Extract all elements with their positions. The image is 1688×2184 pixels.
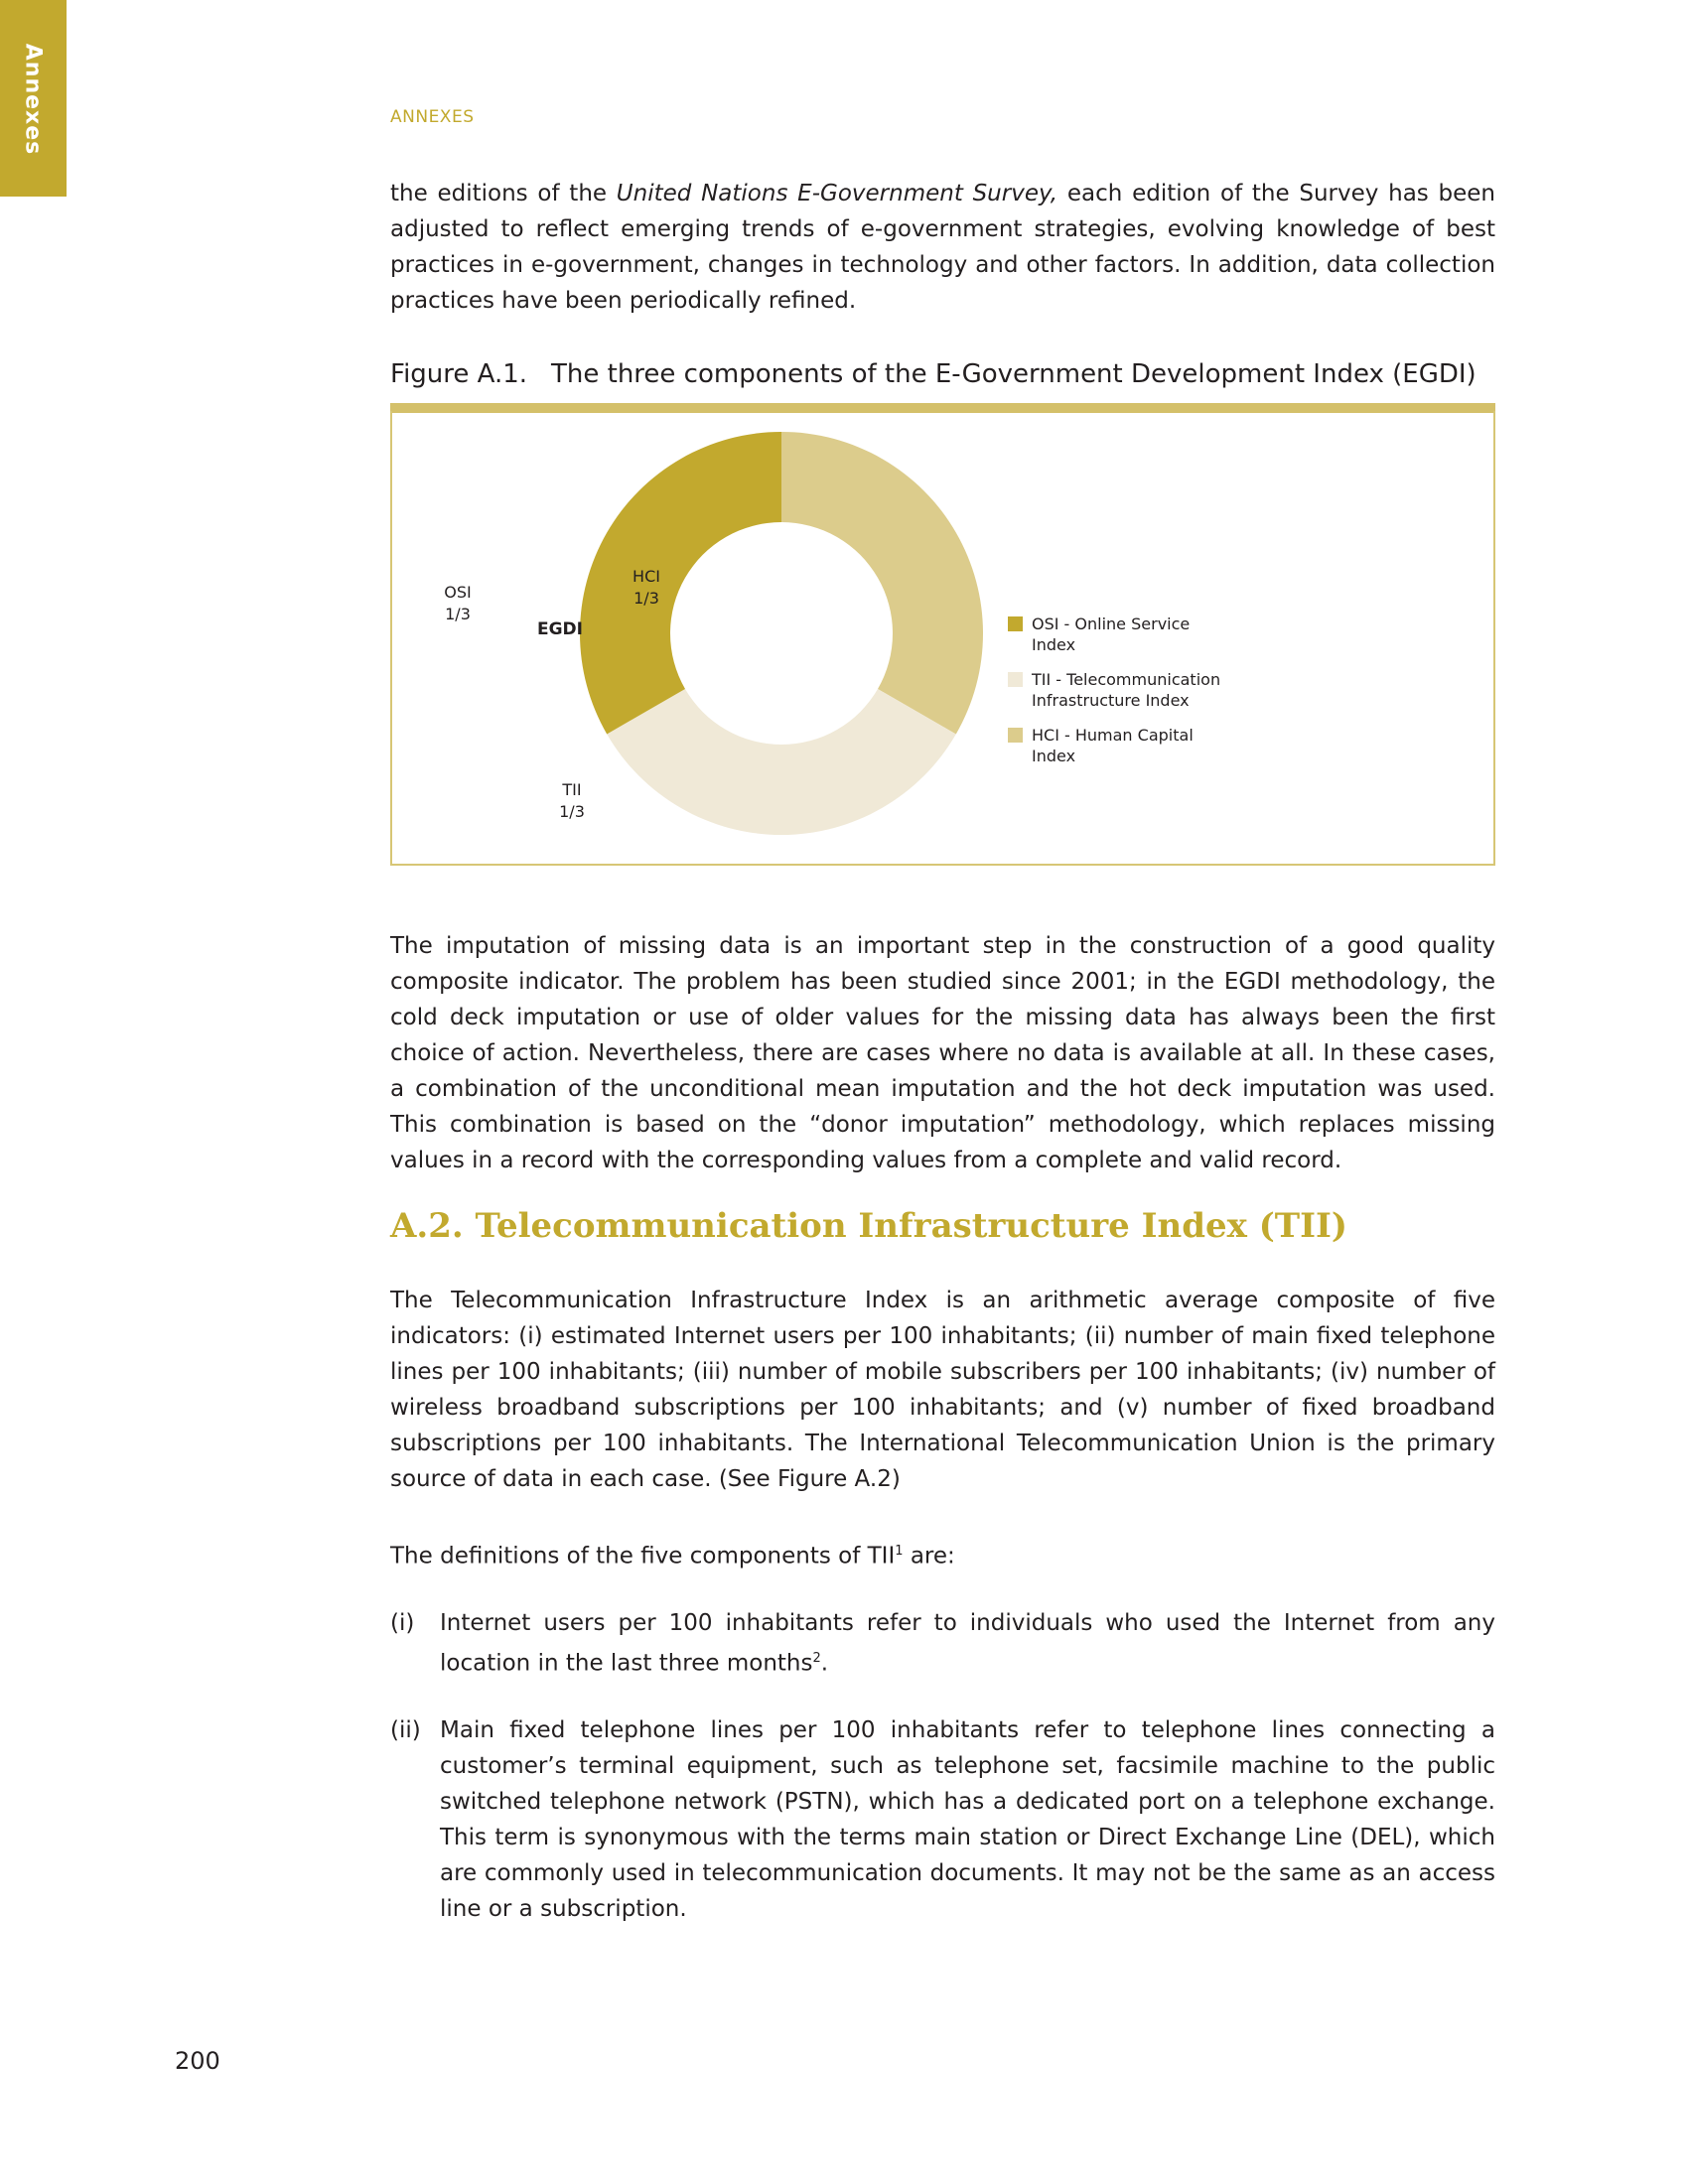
slice-label-tii [542,779,602,823]
figure-caption [390,359,1477,389]
donut-slice-tii [607,689,956,835]
slice-label-hci [617,566,676,610]
legend-item-osi [1008,614,1236,655]
section-heading-tii: A.2. Telecommunication Infrastructure Index (TII) [390,1206,1348,1246]
legend-swatch-tii [1008,672,1023,687]
osi-value: 1/3 [445,605,471,623]
footnote-ref-1: 1 [895,1544,904,1559]
tii-value: 1/3 [559,802,585,821]
legend-text-tii: TII - Telecommunication Infrastructure Index [1032,670,1221,710]
donut-slice-hci [781,432,983,735]
list-item [390,1605,1495,1682]
list-item-text [440,1605,1495,1682]
list-item-text [440,1712,1495,1927]
list-item-end: . [820,1650,829,1677]
intro-text-end: each edition of the Survey has been adjusted to reflect emerging trends of e-government strategies, evolving knowledge of best practices in e-government, changes in technology and other factors. In addition, data collection practices have been periodically refined. [390,181,1495,314]
definitions-intro-text: The definitions of the five components of TII [390,1543,896,1570]
intro-paragraph [390,176,1495,319]
hci-value: 1/3 [633,589,659,608]
page-number: 200 [175,2047,220,2075]
list-marker: (i) [390,1610,415,1636]
legend-item-tii [1008,669,1236,711]
side-tab [0,0,67,197]
tii-paragraph: The Telecommunication Infrastructure Index is an arithmetic average composite of five indicators: (i) estimated Internet users per 100 inhabitants; (ii) number of main fixed telephone lines per 100 inhabitants; (iii) number of mobile subscribers per 100 inhabitants; (iv) number of wireless broadband subscriptions per 100 inhabitants; and (v) number of fixed broadband subscriptions per 100 inhabitants. The International Telecommunication Union is the primary source of data in each case. (See Figure A.2) [390,1288,1495,1492]
footnote-ref-2: 2 [812,1651,821,1666]
list-item-body: Internet users per 100 inhabitants refer to individuals who used the Internet from any location in the last three months [440,1610,1495,1677]
definitions-intro-end: are: [903,1543,955,1570]
legend-text-hci: HCI - Human Capital Index [1032,726,1194,765]
legend-text-osi: OSI - Online Service Index [1032,614,1191,654]
list-item [390,1712,1495,1927]
slice-label-osi [428,582,488,625]
tii-label: TII [562,780,582,799]
donut-slice-osi [580,432,781,735]
donut-center-label: EGDI [536,619,583,639]
list-item-body: Main fixed telephone lines per 100 inhabitants refer to telephone lines connecting a customer’s terminal equipment, such as telephone set, facsimile machine to the public switched telephone network (PSTN), which has a dedicated port on a telephone exchange. This term is synonymous with the terms main station or Direct Exchange Line (DEL), which are commonly used in telecommunication documents. It may not be the same as an access line or a subscription. [440,1717,1495,1922]
figure-title: The three components of the E-Government Development Index (EGDI) [551,359,1477,389]
definitions-intro [390,1534,1495,1574]
running-head: ANNEXES [390,107,475,127]
list-marker: (ii) [390,1717,421,1743]
figure-number: Figure A.1. [390,359,528,389]
side-tab-label: Annexes [20,43,46,156]
imputation-paragraph: The imputation of missing data is an important step in the construction of a good quality composite indicator. The problem has been studied since 2001; in the EGDI methodology, the cold deck imputation or use of older values for the missing data has always been the first choice of action. Nevertheless, there are cases where no data is available at all. In these cases, a combination of the unconditional mean imputation and the hot deck imputation was used. This combination is based on the “donor imputation” methodology, which replaces missing values in a record with the corresponding values from a complete and valid record. [390,933,1495,1173]
survey-title-italic: United Nations E-Government Survey, [616,181,1058,206]
intro-text-start: the editions of the [390,181,617,206]
osi-label: OSI [444,583,472,602]
legend-swatch-osi [1008,616,1023,631]
legend-item-hci [1008,725,1236,766]
chart-legend [1008,614,1236,780]
legend-swatch-hci [1008,728,1023,743]
figure-frame [390,411,1495,866]
hci-label: HCI [633,567,660,586]
